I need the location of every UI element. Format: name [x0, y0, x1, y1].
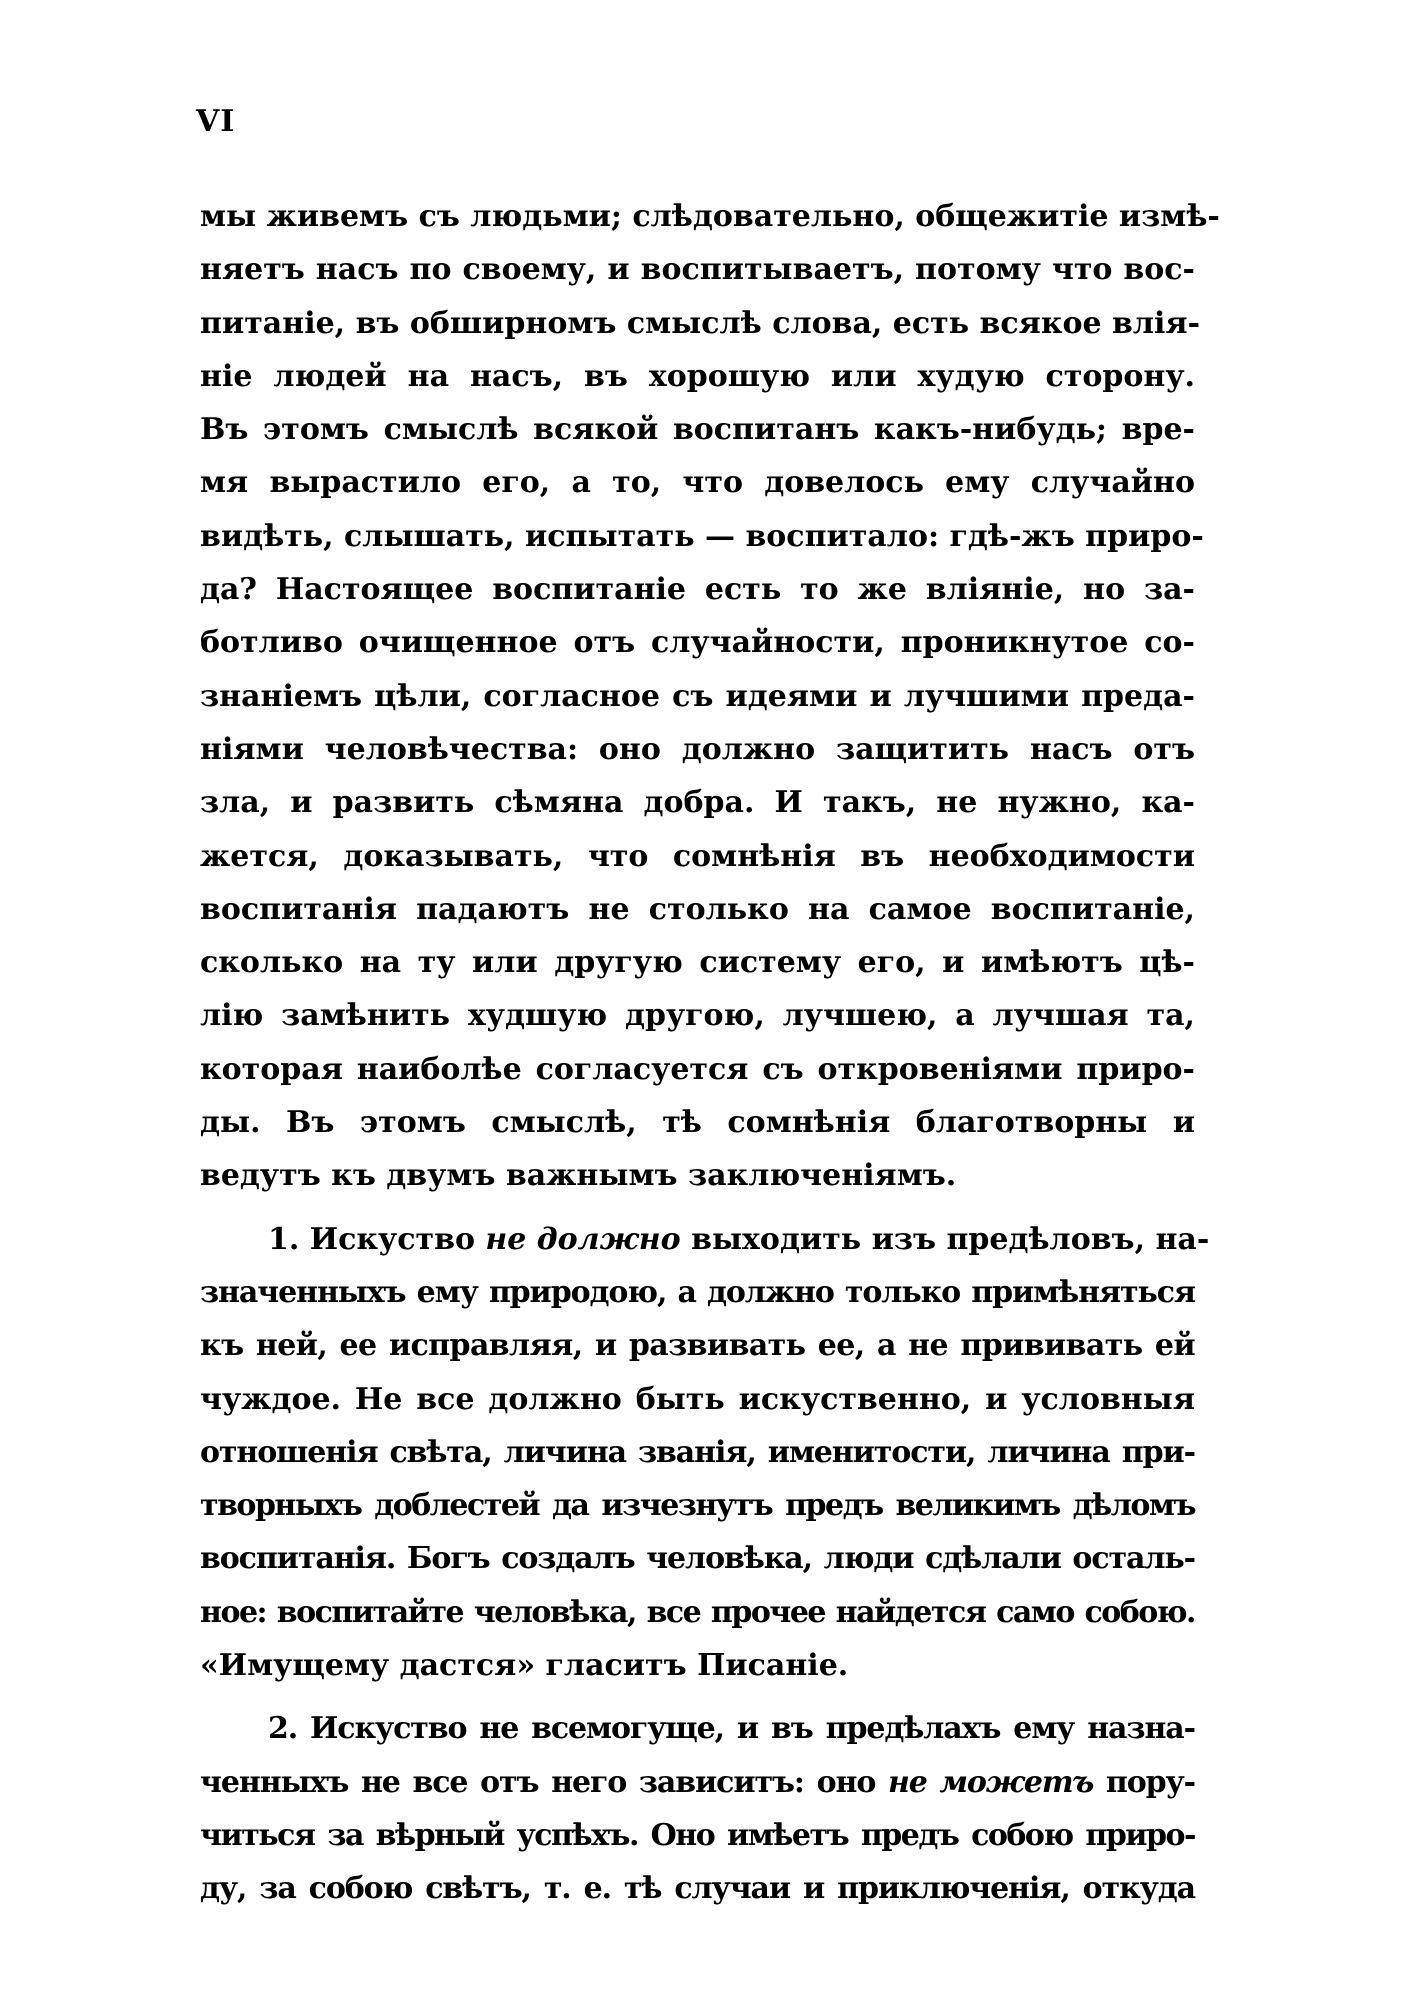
- text-line: ное: воспитайте человѣка, все прочее найдется само собою.: [200, 1594, 1195, 1630]
- text-line: ніями человѣчества: оно должно защитить насъ отъ: [200, 731, 1195, 767]
- text-line: Въ этомъ смыслѣ всякой воспитанъ какъ-нибудь; вре-: [200, 412, 1195, 448]
- point-2-second-line: [200, 1756, 1195, 1809]
- emphasis-text: не можетъ: [887, 1764, 1094, 1800]
- text-line: ды. Въ этомъ смыслѣ, тѣ сомнѣнія благотворны и: [200, 1105, 1195, 1141]
- text-line: читься за вѣрный успѣхъ. Оно имѣетъ предъ собою приро-: [200, 1817, 1195, 1853]
- point-1-first-line: [200, 1213, 1210, 1266]
- page-number: VI: [196, 104, 236, 139]
- text-line: чуждое. Не все должно быть искуственно, и условныя: [200, 1381, 1195, 1417]
- text-line: да? Настоящее воспитаніе есть то же вліяніе, но за-: [200, 572, 1195, 608]
- paragraph-point-1: [200, 1213, 1210, 1693]
- text-line: знаніемъ цѣли, согласное съ идеями и лучшими преда-: [200, 678, 1195, 714]
- paragraph-point-2: [200, 1702, 1195, 1915]
- text-line: ботливо очищенное отъ случайности, проникнутое со-: [200, 625, 1195, 661]
- text-line: отношенія свѣта, личина званія, именитости, личина при-: [200, 1434, 1195, 1470]
- text-line: зла, и развить сѣмяна добра. И такъ, не нужно, ка-: [200, 785, 1195, 821]
- text-line: няетъ насъ по своему, и воспитываетъ, потому что вос-: [200, 252, 1195, 288]
- point-2-first-line: 2. Искуство не всемогуще, и въ предѣлахъ ему назна-: [268, 1711, 1195, 1747]
- body-text: [200, 190, 1220, 1916]
- text-line: жется, доказывать, что сомнѣнія въ необходимости: [200, 838, 1195, 874]
- text-run: выходить изъ предѣловъ, на-: [680, 1221, 1210, 1257]
- text-line: воспитанія. Богъ создалъ человѣка, люди сдѣлали осталь-: [200, 1541, 1195, 1577]
- text-line: мя вырастило его, а то, что довелось ему случайно: [200, 465, 1195, 501]
- text-run: пору-: [1093, 1764, 1195, 1800]
- paragraph-intro: [200, 190, 1220, 1203]
- text-run: ченныхъ не все отъ него зависитъ: оно: [200, 1764, 888, 1800]
- text-line: къ ней, ее исправляя, и развивать ее, а не прививать ей: [200, 1328, 1195, 1364]
- text-line: питаніе, въ обширномъ смыслѣ слова, есть всякое влія-: [200, 305, 1201, 341]
- text-line: ведутъ къ двумъ важнымъ заключеніямъ.: [200, 1158, 957, 1194]
- text-line: видѣть, слышать, испытать — воспитало: гдѣ-жъ приро-: [200, 518, 1204, 554]
- text-line: которая наиболѣе согласуется съ откровеніями приро-: [200, 1051, 1195, 1087]
- emphasis-text: не должно: [485, 1221, 681, 1257]
- text-run: 1. Искуство: [268, 1221, 486, 1257]
- text-line: воспитанія падаютъ не столько на самое воспитаніе,: [200, 891, 1195, 927]
- text-line: сколько на ту или другую систему его, и имѣютъ цѣ-: [200, 945, 1195, 981]
- text-line: ніе людей на насъ, въ хорошую или худую сторону.: [200, 358, 1195, 394]
- text-line: значенныхъ ему природою, а должно только примѣняться: [200, 1274, 1195, 1310]
- text-line: «Имущему дастся» гласитъ Писаніе.: [200, 1648, 849, 1684]
- text-line: творныхъ доблестей да изчезнутъ предъ великимъ дѣломъ: [200, 1488, 1195, 1524]
- text-line: ду, за собою свѣтъ, т. е. тѣ случаи и приключенія, откуда: [200, 1871, 1195, 1907]
- text-line: лію замѣнить худшую другою, лучшею, а лучшая та,: [200, 998, 1195, 1034]
- text-line: мы живемъ съ людьми; слѣдовательно, общежитіе измѣ-: [200, 199, 1220, 234]
